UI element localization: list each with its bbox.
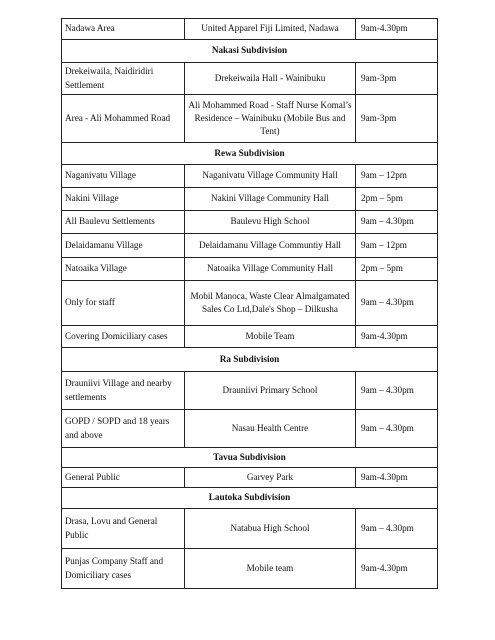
area-cell: Nadawa Area	[62, 19, 185, 40]
time-cell: 9am – 4.30pm	[356, 372, 438, 410]
area-cell: Natoaika Village	[62, 258, 185, 281]
venue-cell: Nakini Village Community Hall	[185, 188, 356, 211]
area-cell: Nakini Village	[62, 188, 185, 211]
time-cell: 2pm – 5pm	[356, 258, 438, 281]
venue-cell: Drekeiwaila Hall - Wainibuku	[185, 63, 356, 95]
table-row	[62, 372, 438, 410]
section-title: Nakasi Subdivision	[62, 40, 438, 63]
section-title: Tavua Subdivision	[62, 448, 438, 468]
section-header-row	[62, 448, 438, 468]
venue-cell: Naganivatu Village Community Hall	[185, 165, 356, 188]
venue-cell: Ali Mohammed Road - Staff Nurse Komal’s Residence – Wainibuku (Mobile Bus and Tent)	[185, 95, 356, 143]
area-cell: Drekeiwaila, Naidiridiri Settlement	[62, 63, 185, 95]
time-cell: 9am-3pm	[356, 95, 438, 143]
table-row	[62, 165, 438, 188]
table-row	[62, 234, 438, 258]
area-cell: All Baulevu Settlements	[62, 211, 185, 234]
area-cell: General Public	[62, 468, 185, 488]
table-row	[62, 281, 438, 326]
table-row	[62, 509, 438, 549]
venue-cell: Nasau Health Centre	[185, 410, 356, 448]
table-row	[62, 258, 438, 281]
time-cell: 9am-4.30pm	[356, 549, 438, 589]
area-cell: Naganivatu Village	[62, 165, 185, 188]
area-cell: Drasa, Lovu and General Public	[62, 509, 185, 549]
schedule-table	[61, 18, 438, 589]
table-row	[62, 63, 438, 95]
table-row	[62, 211, 438, 234]
venue-cell: Drauniivi Primary School	[185, 372, 356, 410]
venue-cell: Mobil Manoca, Waste Clear Almalgamated Sales Co Ltd,Dale's Shop – Dilkusha	[185, 281, 356, 326]
venue-cell: Baulevu High School	[185, 211, 356, 234]
area-cell: Only for staff	[62, 281, 185, 326]
venue-cell: Natoaika Village Community Hall	[185, 258, 356, 281]
venue-cell: United Apparel Fiji Limited, Nadawa	[185, 19, 356, 40]
section-title: Ra Subdivision	[62, 348, 438, 372]
table-row	[62, 549, 438, 589]
area-cell: Delaidamanu Village	[62, 234, 185, 258]
area-cell: Covering Domiciliary cases	[62, 326, 185, 348]
time-cell: 9am-4.30pm	[356, 19, 438, 40]
time-cell: 9am – 4.30pm	[356, 211, 438, 234]
time-cell: 9am-3pm	[356, 63, 438, 95]
time-cell: 9am – 12pm	[356, 234, 438, 258]
time-cell: 9am – 12pm	[356, 165, 438, 188]
venue-cell: Natabua High School	[185, 509, 356, 549]
section-header-row	[62, 488, 438, 509]
venue-cell: Mobile Team	[185, 326, 356, 348]
area-cell: GOPD / SOPD and 18 years and above	[62, 410, 185, 448]
section-header-row	[62, 348, 438, 372]
venue-cell: Mobile team	[185, 549, 356, 589]
section-header-row	[62, 40, 438, 63]
schedule-body	[62, 19, 438, 589]
area-cell: Punjas Company Staff and Domiciliary cases	[62, 549, 185, 589]
time-cell: 9am – 4.30pm	[356, 509, 438, 549]
area-cell: Area - Ali Mohammed Road	[62, 95, 185, 143]
time-cell: 9am-4.30pm	[356, 468, 438, 488]
table-row	[62, 326, 438, 348]
table-row	[62, 468, 438, 488]
table-row	[62, 188, 438, 211]
time-cell: 9am – 4.30pm	[356, 410, 438, 448]
time-cell: 9am-4.30pm	[356, 326, 438, 348]
table-row	[62, 410, 438, 448]
table-row	[62, 19, 438, 40]
time-cell: 2pm – 5pm	[356, 188, 438, 211]
time-cell: 9am – 4.30pm	[356, 281, 438, 326]
section-title: Lautoka Subdivision	[62, 488, 438, 509]
venue-cell: Garvey Park	[185, 468, 356, 488]
venue-cell: Delaidamanu Village Communtiy Hall	[185, 234, 356, 258]
section-title: Rewa Subdivision	[62, 143, 438, 165]
area-cell: Drauniivi Village and nearby settlements	[62, 372, 185, 410]
section-header-row	[62, 143, 438, 165]
table-row	[62, 95, 438, 143]
